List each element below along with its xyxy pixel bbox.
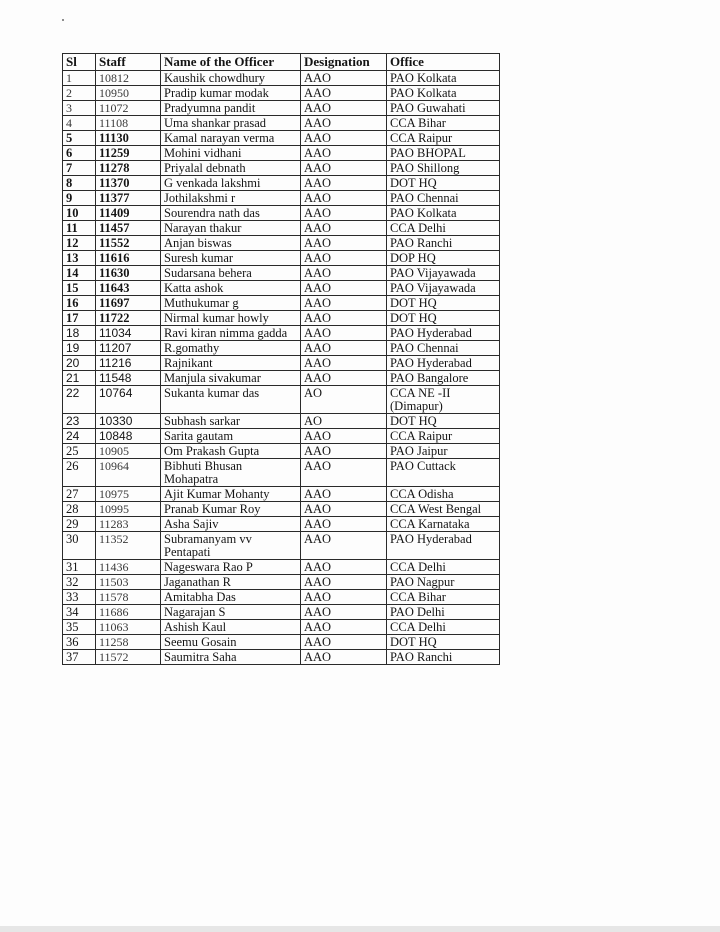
cell-sl: 18 (63, 326, 96, 341)
cell-designation: AAO (301, 221, 387, 236)
table-row (63, 146, 500, 161)
cell-sl: 9 (63, 191, 96, 206)
cell-sl: 24 (63, 429, 96, 444)
cell-name: Om Prakash Gupta (161, 444, 301, 459)
cell-name: Anjan biswas (161, 236, 301, 251)
cell-designation: AAO (301, 86, 387, 101)
cell-name: Ashish Kaul (161, 620, 301, 635)
table-row (63, 131, 500, 146)
cell-name: Mohini vidhani (161, 146, 301, 161)
cell-designation: AAO (301, 532, 387, 560)
cell-sl: 16 (63, 296, 96, 311)
cell-sl: 7 (63, 161, 96, 176)
cell-designation: AAO (301, 517, 387, 532)
cell-designation: AAO (301, 429, 387, 444)
table-row (63, 371, 500, 386)
cell-name: Suresh kumar (161, 251, 301, 266)
table-row (63, 206, 500, 221)
cell-designation: AAO (301, 444, 387, 459)
cell-staff: 11630 (96, 266, 161, 281)
cell-office: DOT HQ (387, 635, 500, 650)
cell-staff: 11130 (96, 131, 161, 146)
cell-sl: 23 (63, 414, 96, 429)
cell-designation: AAO (301, 575, 387, 590)
cell-sl: 5 (63, 131, 96, 146)
cell-name: Sourendra nath das (161, 206, 301, 221)
cell-designation: AAO (301, 341, 387, 356)
cell-sl: 32 (63, 575, 96, 590)
table-row (63, 620, 500, 635)
cell-name: Muthukumar g (161, 296, 301, 311)
cell-name: Manjula sivakumar (161, 371, 301, 386)
cell-staff: 11216 (96, 356, 161, 371)
table-header-row (63, 54, 500, 71)
cell-name: Pradip kumar modak (161, 86, 301, 101)
cell-office: PAO Kolkata (387, 71, 500, 86)
table-row (63, 161, 500, 176)
cell-office: DOT HQ (387, 311, 500, 326)
cell-designation: AAO (301, 116, 387, 131)
cell-office: PAO Hyderabad (387, 356, 500, 371)
header-office: Office (387, 54, 500, 71)
table-row (63, 101, 500, 116)
cell-sl: 28 (63, 502, 96, 517)
cell-sl: 11 (63, 221, 96, 236)
cell-name: Saumitra Saha (161, 650, 301, 665)
table-row (63, 281, 500, 296)
cell-office: CCA Delhi (387, 560, 500, 575)
cell-staff: 11258 (96, 635, 161, 650)
cell-name: Jaganathan R (161, 575, 301, 590)
cell-designation: AAO (301, 590, 387, 605)
cell-designation: AAO (301, 236, 387, 251)
officer-transfer-table (62, 53, 500, 665)
cell-staff: 10812 (96, 71, 161, 86)
cell-designation: AAO (301, 161, 387, 176)
cell-staff: 11352 (96, 532, 161, 560)
cell-staff: 11283 (96, 517, 161, 532)
cell-staff: 11552 (96, 236, 161, 251)
header-designation: Designation (301, 54, 387, 71)
cell-office: PAO Hyderabad (387, 326, 500, 341)
cell-designation: AAO (301, 459, 387, 487)
cell-sl: 36 (63, 635, 96, 650)
cell-name: Nirmal kumar howly (161, 311, 301, 326)
table-row (63, 341, 500, 356)
table-row (63, 356, 500, 371)
cell-designation: AAO (301, 650, 387, 665)
table-row (63, 176, 500, 191)
cell-sl: 14 (63, 266, 96, 281)
table-row (63, 560, 500, 575)
cell-name: Pranab Kumar Roy (161, 502, 301, 517)
cell-designation: AAO (301, 281, 387, 296)
cell-office: PAO Chennai (387, 341, 500, 356)
table-row (63, 86, 500, 101)
cell-office: DOT HQ (387, 414, 500, 429)
cell-sl: 30 (63, 532, 96, 560)
cell-designation: AAO (301, 560, 387, 575)
table-row (63, 487, 500, 502)
cell-name: Nagarajan S (161, 605, 301, 620)
cell-name: Subhash sarkar (161, 414, 301, 429)
table-row (63, 650, 500, 665)
cell-office: CCA Bihar (387, 590, 500, 605)
cell-staff: 10905 (96, 444, 161, 459)
cell-staff: 11643 (96, 281, 161, 296)
cell-sl: 8 (63, 176, 96, 191)
cell-staff: 11034 (96, 326, 161, 341)
cell-office: DOT HQ (387, 296, 500, 311)
cell-name: Narayan thakur (161, 221, 301, 236)
cell-designation: AAO (301, 487, 387, 502)
table-row (63, 221, 500, 236)
cell-staff: 11259 (96, 146, 161, 161)
cell-sl: 37 (63, 650, 96, 665)
table-row (63, 296, 500, 311)
table-row (63, 635, 500, 650)
cell-office: CCA Raipur (387, 429, 500, 444)
cell-office: DOT HQ (387, 176, 500, 191)
table-row (63, 266, 500, 281)
cell-designation: AAO (301, 146, 387, 161)
cell-name: Seemu Gosain (161, 635, 301, 650)
table-row (63, 116, 500, 131)
cell-staff: 11207 (96, 341, 161, 356)
cell-sl: 13 (63, 251, 96, 266)
cell-sl: 15 (63, 281, 96, 296)
cell-staff: 11072 (96, 101, 161, 116)
cell-name: Kaushik chowdhury (161, 71, 301, 86)
cell-office: PAO Bangalore (387, 371, 500, 386)
table-row (63, 71, 500, 86)
table-row (63, 236, 500, 251)
cell-sl: 35 (63, 620, 96, 635)
cell-office: CCA Odisha (387, 487, 500, 502)
cell-staff: 10764 (96, 386, 161, 414)
cell-office: PAO Guwahati (387, 101, 500, 116)
cell-sl: 12 (63, 236, 96, 251)
cell-sl: 33 (63, 590, 96, 605)
cell-office: CCA NE -II (Dimapur) (387, 386, 500, 414)
table-row (63, 191, 500, 206)
cell-office: CCA Raipur (387, 131, 500, 146)
cell-staff: 11616 (96, 251, 161, 266)
table-row (63, 532, 500, 560)
cell-staff: 11063 (96, 620, 161, 635)
cell-office: PAO Shillong (387, 161, 500, 176)
cell-sl: 26 (63, 459, 96, 487)
cell-staff: 11377 (96, 191, 161, 206)
cell-office: CCA Delhi (387, 221, 500, 236)
cell-office: PAO Jaipur (387, 444, 500, 459)
cell-office: PAO Chennai (387, 191, 500, 206)
cell-sl: 10 (63, 206, 96, 221)
cell-office: CCA West Bengal (387, 502, 500, 517)
cell-designation: AAO (301, 101, 387, 116)
cell-designation: AAO (301, 206, 387, 221)
table-row (63, 605, 500, 620)
cell-designation: AAO (301, 176, 387, 191)
cell-office: CCA Karnataka (387, 517, 500, 532)
cell-name: Asha Sajiv (161, 517, 301, 532)
cell-staff: 11457 (96, 221, 161, 236)
cell-name: R.gomathy (161, 341, 301, 356)
cell-staff: 11278 (96, 161, 161, 176)
cell-designation: AAO (301, 131, 387, 146)
cell-staff: 10950 (96, 86, 161, 101)
cell-name: Sarita gautam (161, 429, 301, 444)
cell-staff: 11686 (96, 605, 161, 620)
cell-designation: AAO (301, 311, 387, 326)
table-row (63, 502, 500, 517)
cell-name: Amitabha Das (161, 590, 301, 605)
cell-staff: 10964 (96, 459, 161, 487)
table-row (63, 429, 500, 444)
cell-name: Sukanta kumar das (161, 386, 301, 414)
cell-name: Nageswara Rao P (161, 560, 301, 575)
table-row (63, 414, 500, 429)
cell-name: Bibhuti Bhusan Mohapatra (161, 459, 301, 487)
cell-name: Rajnikant (161, 356, 301, 371)
cell-sl: 4 (63, 116, 96, 131)
cell-office: PAO Cuttack (387, 459, 500, 487)
cell-office: PAO BHOPAL (387, 146, 500, 161)
cell-designation: AAO (301, 71, 387, 86)
cell-staff: 10848 (96, 429, 161, 444)
cell-staff: 11572 (96, 650, 161, 665)
cell-staff: 10995 (96, 502, 161, 517)
cell-staff: 11697 (96, 296, 161, 311)
cell-sl: 22 (63, 386, 96, 414)
cell-name: Pradyumna pandit (161, 101, 301, 116)
cell-designation: AAO (301, 251, 387, 266)
cell-name: Jothilakshmi r (161, 191, 301, 206)
cell-sl: 27 (63, 487, 96, 502)
cell-office: PAO Hyderabad (387, 532, 500, 560)
cell-staff: 11548 (96, 371, 161, 386)
cell-staff: 11722 (96, 311, 161, 326)
scan-speck (62, 19, 64, 21)
cell-sl: 1 (63, 71, 96, 86)
cell-sl: 3 (63, 101, 96, 116)
cell-designation: AAO (301, 502, 387, 517)
header-sl: Sl (63, 54, 96, 71)
cell-staff: 11409 (96, 206, 161, 221)
cell-staff: 11436 (96, 560, 161, 575)
header-name: Name of the Officer (161, 54, 301, 71)
cell-name: Kamal narayan verma (161, 131, 301, 146)
cell-office: DOP HQ (387, 251, 500, 266)
cell-sl: 17 (63, 311, 96, 326)
cell-sl: 20 (63, 356, 96, 371)
cell-name: Katta ashok (161, 281, 301, 296)
cell-name: G venkada lakshmi (161, 176, 301, 191)
cell-designation: AO (301, 386, 387, 414)
cell-designation: AAO (301, 191, 387, 206)
cell-office: PAO Ranchi (387, 236, 500, 251)
cell-staff: 11108 (96, 116, 161, 131)
cell-designation: AAO (301, 356, 387, 371)
cell-office: PAO Nagpur (387, 575, 500, 590)
cell-sl: 21 (63, 371, 96, 386)
cell-office: PAO Vijayawada (387, 281, 500, 296)
cell-office: PAO Kolkata (387, 86, 500, 101)
cell-staff: 10975 (96, 487, 161, 502)
bottom-edge (0, 926, 720, 932)
cell-name: Ravi kiran nimma gadda (161, 326, 301, 341)
cell-office: PAO Ranchi (387, 650, 500, 665)
cell-name: Priyalal debnath (161, 161, 301, 176)
cell-sl: 6 (63, 146, 96, 161)
table-row (63, 517, 500, 532)
table-row (63, 251, 500, 266)
cell-designation: AO (301, 414, 387, 429)
cell-designation: AAO (301, 635, 387, 650)
cell-sl: 19 (63, 341, 96, 356)
cell-name: Sudarsana behera (161, 266, 301, 281)
cell-sl: 34 (63, 605, 96, 620)
cell-office: PAO Vijayawada (387, 266, 500, 281)
cell-staff: 11370 (96, 176, 161, 191)
table-body (63, 71, 500, 665)
cell-designation: AAO (301, 326, 387, 341)
cell-sl: 29 (63, 517, 96, 532)
cell-designation: AAO (301, 296, 387, 311)
cell-designation: AAO (301, 371, 387, 386)
table-row (63, 459, 500, 487)
cell-staff: 11503 (96, 575, 161, 590)
cell-office: PAO Delhi (387, 605, 500, 620)
table-row (63, 311, 500, 326)
cell-office: PAO Kolkata (387, 206, 500, 221)
cell-designation: AAO (301, 605, 387, 620)
cell-designation: AAO (301, 266, 387, 281)
cell-office: CCA Delhi (387, 620, 500, 635)
cell-designation: AAO (301, 620, 387, 635)
cell-sl: 31 (63, 560, 96, 575)
table-row (63, 326, 500, 341)
table-row (63, 575, 500, 590)
table-row (63, 386, 500, 414)
table-row (63, 590, 500, 605)
cell-name: Ajit Kumar Mohanty (161, 487, 301, 502)
header-staff: Staff (96, 54, 161, 71)
cell-sl: 25 (63, 444, 96, 459)
cell-name: Uma shankar prasad (161, 116, 301, 131)
cell-office: CCA Bihar (387, 116, 500, 131)
cell-name: Subramanyam vv Pentapati (161, 532, 301, 560)
cell-staff: 11578 (96, 590, 161, 605)
cell-staff: 10330 (96, 414, 161, 429)
table-row (63, 444, 500, 459)
cell-sl: 2 (63, 86, 96, 101)
